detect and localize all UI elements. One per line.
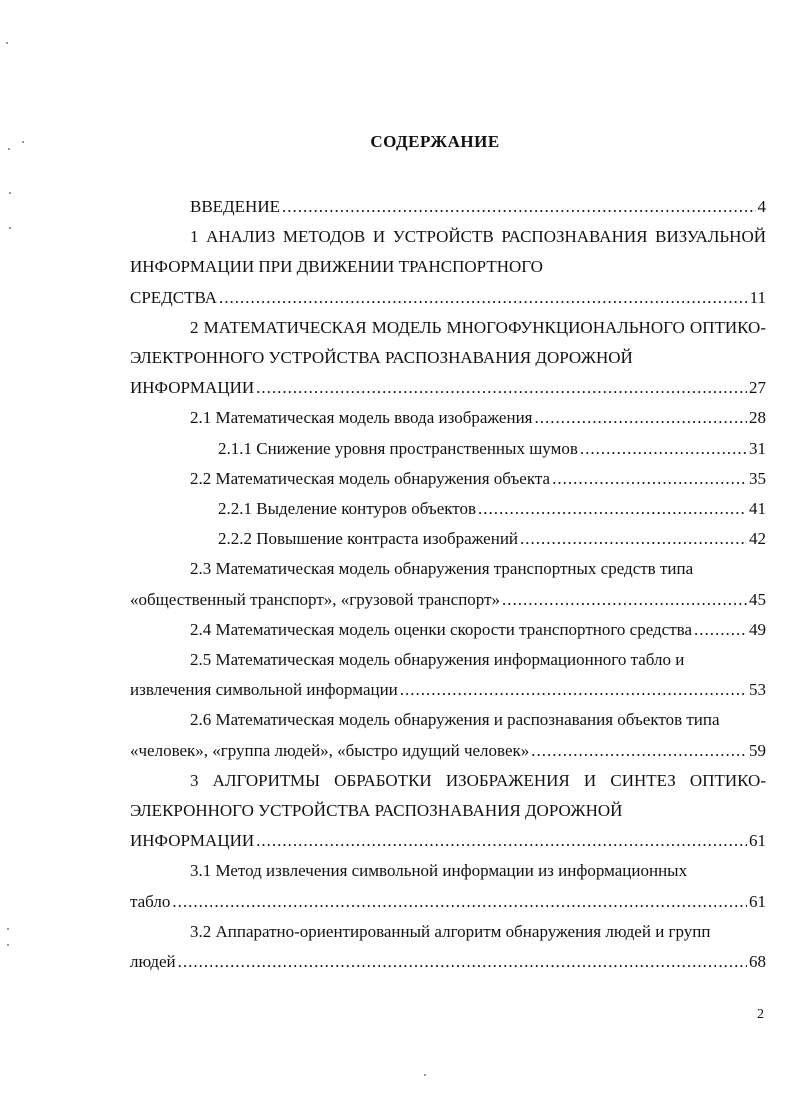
dot-leader [520,524,747,554]
toc-entry-title: 2.5 Математическая модель обнаружения информационного табло и [190,650,685,670]
dot-leader [478,494,747,524]
toc-entry-section-2-2-2[interactable] [130,524,766,554]
toc-entry-title: 2.2.1 Выделение контуров объектов [218,499,477,519]
toc-entry-title: 1 АНАЛИЗ МЕТОДОВ И УСТРОЙСТВ РАСПОЗНАВАНИЯ ВИЗУАЛЬНОЙ ИНФОРМАЦИИ ПРИ ДВИЖЕНИИ ТРАНСПОРТНОГО [130,227,766,277]
dot-leader [534,403,747,433]
dot-leader [256,826,747,856]
toc-line [190,464,766,494]
toc-page-number: 41 [749,499,766,519]
toc-entry-section-2-4[interactable] [130,615,766,645]
toc-entry-title: 3.2 Аппаратно-ориентированный алгоритм обнаружения людей и групп [190,921,711,941]
toc-entry-title-end: «человек», «группа людей», «быстро идущий человек» [130,740,530,760]
toc-entry-section-2-2[interactable] [130,464,766,494]
dot-leader [219,283,748,313]
toc-entry-title: 2.6 Математическая модель обнаружения и распознавания объектов типа [190,710,720,730]
toc-line [218,494,766,524]
toc-entry-chapter-3[interactable] [130,766,766,857]
toc-entry-title: 2.1 Математическая модель ввода изображения [190,408,533,428]
toc-line [130,675,766,705]
toc-entry-section-2-6[interactable] [130,705,766,765]
toc-entry-title: 2.4 Математическая модель оценки скорости транспортного средства [190,619,692,639]
toc-page-number: 4 [757,197,766,216]
toc-page-number: 49 [749,619,766,639]
page-title: СОДЕРЖАНИЕ [370,132,500,151]
scan-speck [424,1074,426,1076]
toc-entry-title: 2.1.1 Снижение уровня пространственных шумов [218,438,578,458]
dot-leader [502,585,747,615]
toc-entry-title-end: табло [130,891,171,911]
toc-entry-title: 3.1 Метод извлечения символьной информации из информационных [190,861,688,881]
toc-entry-title: 2 МАТЕМАТИЧЕСКАЯ МОДЕЛЬ МНОГОФУНКЦИОНАЛЬНОГО ОПТИКО-ЭЛЕКТРОННОГО УСТРОЙСТВА РАСПОЗНАВАНИЯ ДОРОЖНОЙ [130,317,766,368]
dot-leader [580,434,747,464]
scan-speck [22,141,24,143]
toc-entry-title: 3 АЛГОРИТМЫ ОБРАБОТКИ ИЗОБРАЖЕНИЯ И СИНТЕЗ ОПТИКО-ЭЛЕКРОННОГО УСТРОЙСТВА РАСПОЗНАВАНИЯ ДОРОЖНОЙ [130,770,766,821]
toc-page-number: 28 [749,408,766,428]
toc-entry-introduction[interactable] [130,192,766,222]
toc-page-number: 68 [749,952,766,972]
toc-page-number: 42 [749,529,766,549]
scan-speck [6,42,8,44]
toc-page-number: 59 [749,740,766,760]
dot-leader [400,675,747,705]
toc-page-number: 35 [749,468,766,488]
toc-page-number: 61 [749,891,766,911]
toc-line [130,283,766,313]
toc-line [190,403,766,433]
toc-entry-section-2-3[interactable] [130,554,766,614]
toc-entry-title: 2.2 Математическая модель обнаружения объекта [190,468,551,488]
toc-entry-section-3-2[interactable] [130,917,766,977]
toc-entry-chapter-1[interactable] [130,222,766,313]
toc-entry-title-end: СРЕДСТВА [130,287,218,307]
toc-entry-title-end: «общественный транспорт», «грузовой транспорт» [130,589,500,609]
toc-page-number: 11 [749,287,766,307]
toc-entry-title: ВВЕДЕНИЕ [190,197,280,216]
toc-entry-section-2-2-1[interactable] [130,494,766,524]
toc-line [130,585,766,615]
toc-entry-chapter-2[interactable] [130,313,766,404]
toc-entry-section-2-1[interactable] [130,403,766,433]
scan-speck [8,148,10,150]
toc-line [130,826,766,856]
toc-entry-title-end: ИНФОРМАЦИИ [130,378,255,398]
toc-page-number: 27 [749,378,766,398]
scan-speck [9,227,11,229]
toc-entry-title-end: извлечения символьной информации [130,680,398,700]
toc-line [190,615,766,645]
toc-line [130,887,766,917]
scan-speck [9,192,11,194]
toc-line [130,373,766,403]
toc-entry-title: 2.3 Математическая модель обнаружения транспортных средств типа [190,559,694,579]
toc-page-number: 31 [749,438,766,458]
toc-entry-title-end: людей [130,952,176,972]
dot-leader [282,192,756,222]
dot-leader [531,736,747,766]
toc-entry-title-end: ИНФОРМАЦИИ [130,831,255,851]
toc-page-number: 45 [749,589,766,609]
toc-entry-section-3-1[interactable] [130,856,766,916]
dot-leader [256,373,747,403]
toc-line [190,192,766,222]
dot-leader [552,464,747,494]
toc-entry-section-2-5[interactable] [130,645,766,705]
toc-line [130,736,766,766]
toc-line [218,524,766,554]
toc-line [218,434,766,464]
table-of-contents [130,192,766,977]
toc-page-number: 53 [749,680,766,700]
toc-page-number: 61 [749,831,766,851]
toc-line [130,947,766,977]
page-number: 2 [757,1007,764,1022]
toc-entry-section-2-1-1[interactable] [130,434,766,464]
dot-leader [172,887,747,917]
toc-entry-title: 2.2.2 Повышение контраста изображений [218,529,519,549]
dot-leader [694,615,747,645]
scan-speck [7,928,9,930]
dot-leader [178,947,747,977]
scan-speck [7,944,9,946]
